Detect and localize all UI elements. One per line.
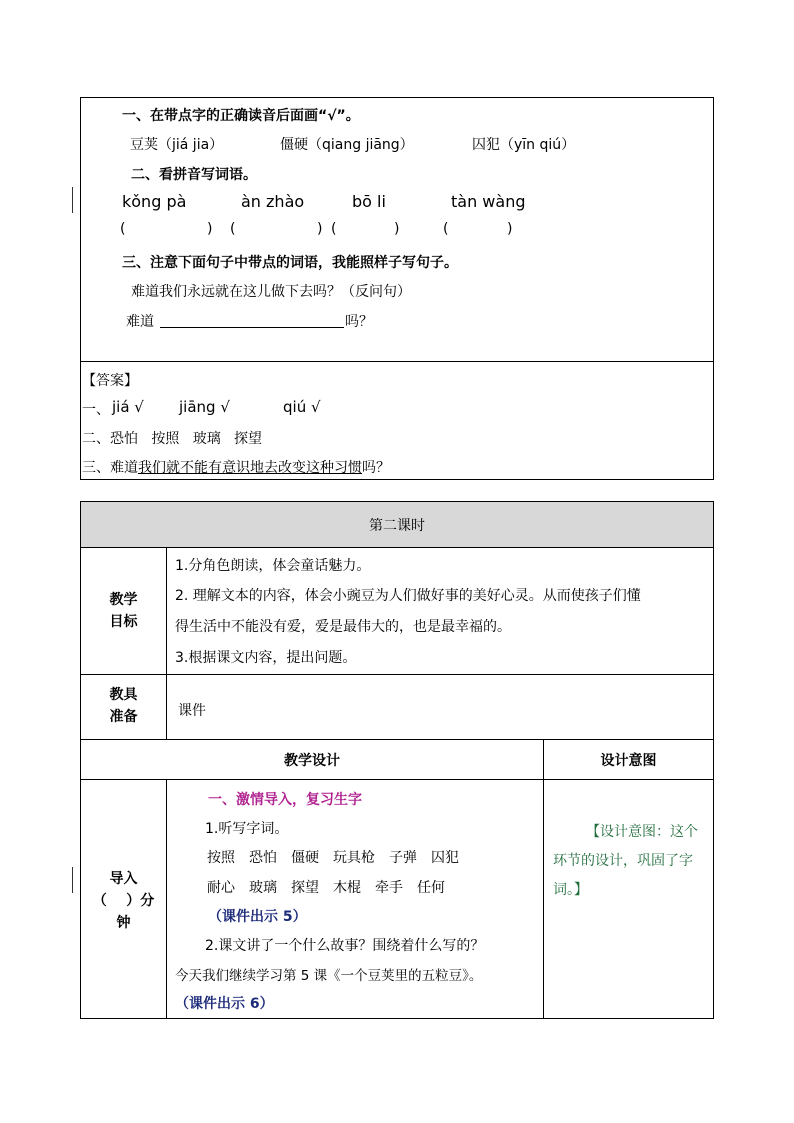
answer-item: jiāng √ bbox=[179, 398, 230, 416]
prep-label-line: 准备 bbox=[109, 709, 138, 725]
col-divider bbox=[166, 779, 167, 1019]
intro-label bbox=[81, 868, 166, 934]
q3-prefix: 难道 bbox=[126, 314, 154, 330]
word: 探望 bbox=[291, 880, 319, 896]
step-1: 1.听写字词。 bbox=[205, 821, 289, 837]
word: 木棍 bbox=[333, 880, 361, 896]
prep-value: 课件 bbox=[178, 703, 206, 719]
answer-line-3-suffix: 吗？ bbox=[362, 460, 390, 476]
slide-6-note: （课件出示 6） bbox=[175, 996, 274, 1012]
lesson-header: 第二课时 bbox=[369, 518, 425, 534]
design-header: 教学设计 bbox=[284, 753, 340, 769]
answer-line-3 bbox=[82, 457, 390, 477]
word: 耐心 bbox=[207, 880, 235, 896]
goal-2-line-1: 2. 理解文本的内容，体会小豌豆为人们做好事的美好心灵。从而使孩子们懂 bbox=[175, 588, 641, 604]
word: 囚犯 bbox=[431, 850, 459, 866]
exercise-divider bbox=[80, 361, 714, 362]
intent-line: 环节的设计，巩固了字 bbox=[553, 853, 693, 869]
q1-title: 一、在带点字的正确读音后面画“√”。 bbox=[122, 108, 360, 124]
row-divider bbox=[80, 547, 714, 548]
step-2-line-1: 2.课文讲了一个什么故事？围绕着什么写的？ bbox=[205, 938, 485, 954]
row-divider bbox=[80, 739, 714, 740]
row-divider bbox=[80, 779, 714, 780]
word: 按照 bbox=[207, 850, 235, 866]
intent-header: 设计意图 bbox=[600, 753, 657, 769]
margin-mark bbox=[72, 867, 73, 893]
bracket: ( bbox=[230, 221, 236, 237]
intro-label-line: （ ）分 bbox=[92, 893, 155, 909]
q2-pinyin: bō li bbox=[352, 192, 386, 211]
goal-1: 1.分角色朗读，体会童话魅力。 bbox=[175, 558, 371, 574]
q1-item: 囚犯（yīn qiú） bbox=[472, 137, 576, 153]
q2-pinyin: kǒng pà bbox=[122, 192, 187, 211]
word: 玩具枪 bbox=[333, 850, 375, 866]
answer-line-3-underlined: 我们就不能有意识地去改变这种习惯 bbox=[138, 460, 362, 476]
col-divider bbox=[166, 547, 167, 739]
q3-example: 难道我们永远就在这儿做下去吗？（反问句） bbox=[131, 284, 411, 300]
answer-line-3-prefix: 三、难道 bbox=[82, 460, 138, 476]
intent-text bbox=[553, 818, 711, 905]
bracket: ) bbox=[207, 221, 213, 237]
answer-item: jiá √ bbox=[112, 398, 144, 416]
q2-title: 二、看拼音写词语。 bbox=[131, 167, 257, 183]
prep-label bbox=[81, 684, 166, 728]
answer-label: 【答案】 bbox=[82, 373, 138, 389]
word: 任何 bbox=[417, 880, 445, 896]
step-2-line-2: 今天我们继续学习第 5 课《一个豆荚里的五粒豆》。 bbox=[175, 968, 483, 984]
q1-item: 僵硬（qiang jiāng） bbox=[280, 137, 414, 153]
intent-line: 【设计意图：这个 bbox=[586, 824, 698, 840]
word: 牵手 bbox=[375, 880, 403, 896]
word: 恐怕 bbox=[249, 850, 277, 866]
q3-title: 三、注意下面句子中带点的词语，我能照样子写句子。 bbox=[122, 255, 458, 271]
prep-label-line: 教具 bbox=[109, 687, 138, 703]
bracket: ( bbox=[443, 221, 449, 237]
step-title: 一、激情导入，复习生字 bbox=[208, 792, 362, 808]
answer-line-2: 二、恐怕 按照 玻璃 探望 bbox=[82, 431, 263, 447]
word-row-2 bbox=[207, 877, 445, 897]
word-row-1 bbox=[207, 847, 459, 867]
answer-line-1-prefix: 一、 bbox=[82, 402, 110, 418]
q3-suffix: 吗？ bbox=[345, 314, 373, 330]
goals-label-line: 教学 bbox=[109, 592, 138, 608]
goal-2-line-2: 得生活中不能没有爱，爱是最伟大的，也是最幸福的。 bbox=[175, 619, 511, 635]
slide-5-note: （课件出示 5） bbox=[208, 909, 307, 925]
bracket: ( bbox=[331, 221, 337, 237]
q1-item: 豆荚（jiá jia） bbox=[130, 137, 224, 153]
answer-item: qiú √ bbox=[283, 398, 321, 416]
row-divider bbox=[80, 674, 714, 675]
word: 僵硬 bbox=[291, 850, 319, 866]
word: 子弹 bbox=[389, 850, 417, 866]
bracket: ) bbox=[394, 221, 400, 237]
goals-label-line: 目标 bbox=[109, 614, 138, 630]
q2-pinyin: àn zhào bbox=[241, 192, 305, 211]
goals-label bbox=[81, 589, 166, 633]
bracket: ( bbox=[120, 221, 126, 237]
intro-label-line: 钟 bbox=[116, 915, 131, 931]
intro-label-line: 导入 bbox=[109, 871, 138, 887]
bracket: ) bbox=[317, 221, 323, 237]
word: 玻璃 bbox=[249, 880, 277, 896]
margin-mark bbox=[72, 187, 73, 213]
col-divider bbox=[543, 739, 544, 1019]
bracket: ) bbox=[507, 221, 513, 237]
q2-pinyin: tàn wàng bbox=[451, 192, 526, 211]
q3-answer-blank[interactable] bbox=[160, 312, 344, 328]
goal-3: 3.根据课文内容，提出问题。 bbox=[175, 650, 357, 666]
intent-line: 词。】 bbox=[553, 882, 588, 898]
